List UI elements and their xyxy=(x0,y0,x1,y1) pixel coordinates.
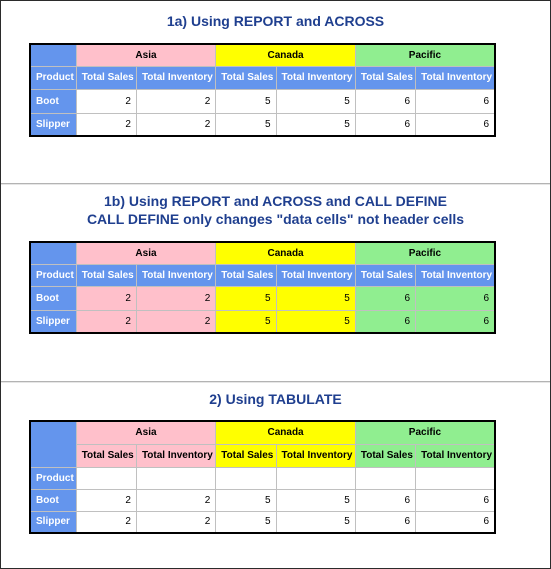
section-divider xyxy=(1,381,550,382)
data-cell: 6 xyxy=(355,286,415,310)
data-cell: 5 xyxy=(216,489,276,511)
group-header-canada: Canada xyxy=(216,242,356,264)
data-cell: 6 xyxy=(416,310,495,333)
data-cell: 2 xyxy=(76,89,136,113)
corner-header xyxy=(30,421,76,467)
data-cell: 5 xyxy=(276,310,355,333)
corner-header xyxy=(30,242,76,264)
column-header-total-sales: Total Sales xyxy=(216,66,276,89)
section-divider xyxy=(1,183,550,184)
section-1b-title: 1b) Using REPORT and ACROSS and CALL DEFINE xyxy=(103,193,448,209)
column-header-total-inventory: Total Inventory xyxy=(276,444,355,467)
product-column-header: Product xyxy=(30,66,76,89)
data-cell: 5 xyxy=(216,511,276,533)
group-header-asia: Asia xyxy=(76,242,216,264)
column-header-total-inventory: Total Inventory xyxy=(416,444,495,467)
data-cell: 2 xyxy=(76,310,136,333)
data-cell: 6 xyxy=(355,511,415,533)
row-label: Slipper xyxy=(30,113,76,136)
data-cell: 5 xyxy=(216,113,276,136)
column-header-total-sales: Total Sales xyxy=(216,444,276,467)
data-cell: 6 xyxy=(416,113,495,136)
table-row xyxy=(30,286,495,310)
data-cell: 2 xyxy=(136,89,215,113)
data-cell: 2 xyxy=(76,286,136,310)
empty-cell xyxy=(216,467,276,489)
table-row xyxy=(30,310,495,333)
row-label: Boot xyxy=(30,489,76,511)
empty-cell xyxy=(136,467,215,489)
data-cell: 5 xyxy=(276,286,355,310)
row-label: Slipper xyxy=(30,511,76,533)
data-cell: 2 xyxy=(136,511,215,533)
row-label: Slipper xyxy=(30,310,76,333)
data-cell: 2 xyxy=(136,489,215,511)
table-row xyxy=(30,489,495,511)
column-header-total-inventory: Total Inventory xyxy=(136,444,215,467)
empty-cell xyxy=(416,467,495,489)
data-cell: 6 xyxy=(416,511,495,533)
column-header-total-sales: Total Sales xyxy=(76,264,136,286)
column-header-total-inventory: Total Inventory xyxy=(136,66,215,89)
tabulate-table xyxy=(29,420,496,534)
empty-cell xyxy=(355,467,415,489)
group-header-canada: Canada xyxy=(216,421,356,444)
group-header-pacific: Pacific xyxy=(355,421,495,444)
column-header-total-sales: Total Sales xyxy=(76,444,136,467)
group-header-pacific: Pacific xyxy=(355,44,495,66)
row-label: Boot xyxy=(30,89,76,113)
column-header-total-inventory: Total Inventory xyxy=(416,264,495,286)
column-header-total-sales: Total Sales xyxy=(355,66,415,89)
section-2-title: 2) Using TABULATE xyxy=(209,391,342,407)
data-cell: 6 xyxy=(355,310,415,333)
column-header-total-sales: Total Sales xyxy=(355,444,415,467)
data-cell: 5 xyxy=(216,310,276,333)
section-1b-subtitle: CALL DEFINE only changes "data cells" not header cells xyxy=(86,211,465,227)
empty-cell xyxy=(276,467,355,489)
group-header-asia: Asia xyxy=(76,44,216,66)
data-cell: 2 xyxy=(76,511,136,533)
data-cell: 6 xyxy=(355,113,415,136)
data-cell: 6 xyxy=(355,489,415,511)
column-header-total-sales: Total Sales xyxy=(216,264,276,286)
data-cell: 5 xyxy=(216,286,276,310)
column-header-total-inventory: Total Inventory xyxy=(276,264,355,286)
data-cell: 6 xyxy=(416,89,495,113)
column-header-total-sales: Total Sales xyxy=(76,66,136,89)
corner-header xyxy=(30,44,76,66)
data-cell: 5 xyxy=(276,113,355,136)
data-cell: 5 xyxy=(276,511,355,533)
data-cell: 5 xyxy=(276,89,355,113)
group-header-canada: Canada xyxy=(216,44,356,66)
data-cell: 2 xyxy=(136,310,215,333)
data-cell: 2 xyxy=(136,286,215,310)
product-row-header: Product xyxy=(30,467,76,489)
data-cell: 2 xyxy=(76,113,136,136)
table-row xyxy=(30,511,495,533)
data-cell: 2 xyxy=(136,113,215,136)
column-header-total-inventory: Total Inventory xyxy=(416,66,495,89)
data-cell: 6 xyxy=(416,489,495,511)
empty-cell xyxy=(76,467,136,489)
table-row xyxy=(30,89,495,113)
column-header-total-inventory: Total Inventory xyxy=(136,264,215,286)
product-column-header: Product xyxy=(30,264,76,286)
data-cell: 2 xyxy=(76,489,136,511)
group-header-asia: Asia xyxy=(76,421,216,444)
data-cell: 6 xyxy=(355,89,415,113)
report-table-1a xyxy=(29,43,496,137)
data-cell: 5 xyxy=(276,489,355,511)
column-header-total-inventory: Total Inventory xyxy=(276,66,355,89)
report-table-1b xyxy=(29,241,496,334)
section-1a-title: 1a) Using REPORT and ACROSS xyxy=(166,13,385,29)
table-row xyxy=(30,113,495,136)
data-cell: 6 xyxy=(416,286,495,310)
data-cell: 5 xyxy=(216,89,276,113)
group-header-pacific: Pacific xyxy=(355,242,495,264)
column-header-total-sales: Total Sales xyxy=(355,264,415,286)
row-label: Boot xyxy=(30,286,76,310)
